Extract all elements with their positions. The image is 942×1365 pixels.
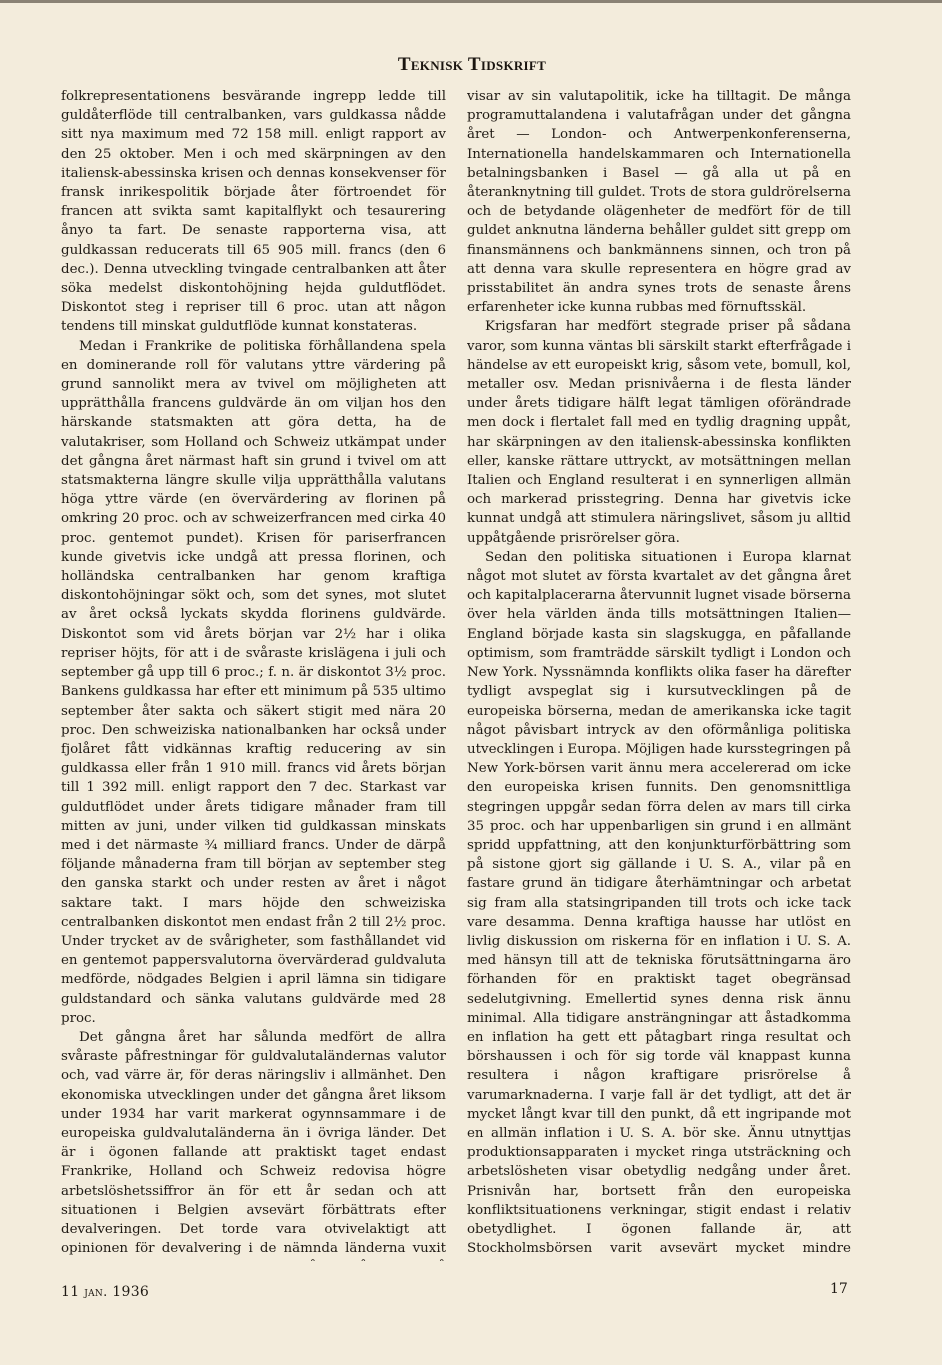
issue-month: jan. [84,1285,108,1300]
paragraph: Sedan den politiska situationen i Europa klarnat något mot slutet av första kvartalet av det gångna året och kapitalplacerarna återvunnit lugnet visade börserna över hela världen ända tills motsättningen Italien—England började kasta sin slagskugga, en påfallande optimism, som framträdde särskilt tydligt i London och New York. Nyssnämnda konflikts olika faser ha därefter tydligt avspeglat sig i kursutvecklingen på de europeiska börserna, medan de amerikanska icke tagit något påvisbart intryck av den oförmånliga politiska utvecklingen i Europa. Möjligen hade kursstegringen på New York-börsen varit ännu mera accelererad om icke den europeiska krisen funnits. Den genomsnittliga stegringen uppgår sedan förra delen av mars till cirka 35 proc. och har uppenbarligen sin grund i en allmänt spridd uppfattning, att den konjunkturförbättring som på sistone gjort sig gällande i U. S. A., vilar på en fastare grund än tidigare återhämtningar och arbetat sig fram alla statsingripanden till trots och icke tack vare desamma. Denna kraftiga hausse har utlöst en livlig diskussion om riskerna för en inflation i U. S. A. med hänsyn till att de tekniska förutsättningarna äro förhanden för en praktiskt taget obegränsad sedelutgivning. Emellertid synes denna risk ännu minimal. Alla tidigare ansträngningar att åstadkomma en inflation ha gett ett påtagbart ringa resultat och börshaussen i och för sig torde väl knappast kunna resultera i någon kraftigare prisrörelse å varumarknaderna. I varje fall är det tydligt, att det är mycket långt kvar till den punkt, då ett ingripande mot en allmän inflation i U. S. A. bör ske. Ännu utnyttjas produktionsapparaten i mycket ringa utsträckning och arbetslösheten visar obetydlig nedgång under året. Prisnivån har, bortsett från den europeiska konfliktsituationens verkningar, stigit endast i relativ obetydlighet. I ögonen fallande är, att Stockholmsbörsen varit avsevärt mycket mindre [467,549,851,1257]
paragraph: Det gångna året har sålunda medfört de allra svåraste påfrestningar för guldvalutaländernas valutor och, vad värre är, för deras näringsliv i allmänhet. Den ekonomiska utvecklingen under det gångna året liksom under 1934 har varit markerat ogynnsammare i de europeiska guldvalutaländerna än i övriga länder. Det är i ögonen fallande att praktiskt taget endast Frankrike, Holland och Schweiz redovisa högre arbetslöshetssiffror än för ett år sedan och att situationen i Belgien avsevärt förbättrats efter devalveringen. Det torde vara otvivelaktigt att opinionen för devalvering i de nämnda länderna vuxit [61,1029,446,1257]
top-rule [0,0,942,3]
journal-masthead: Teknisk Tidskrift [397,54,547,75]
issue-date [61,1284,149,1300]
right-column [467,87,851,1261]
paragraph: folkrepresentationens besvärande ingrepp ledde till guldåterflöde till centralbanken, vars guldkassa nådde sitt nya maximum med 72 158 mill. enligt rapport av den 25 oktober. Men i och med skärpningen av den italiensk-abessinska krisen och dennas konsekvenser för fransk inrikespolitik började åter förtroendet för francen att svikta samt kapitalflykt och tesaurering ånyo ta fart. De senaste rapporterna visa, att guldkassan reducerats till 65 905 mill. francs (den 6 dec.). Denna utveckling tvingade centralbanken att åter söka medelst diskontohöjning hejda guldutflödet. Diskontot steg i repriser till 6 proc. utan att någon tendens till minskat guldutflöde kunnat konstateras. [61,89,446,335]
issue-year: 1936 [112,1284,150,1300]
left-column [61,87,446,1261]
paragraph: visar av sin valutapolitik, icke ha tilltagit. De många programuttalandena i valutafrågan under det gångna året — London- och Antwerpenkonferenserna, Internationella handelskammaren och Internationella betalningsbanken i Basel — gå alla ut på en återanknytning till guldet. Trots de stora guldrörelserna och de betydande olägenheter de medfört för de till guldet anknutna länderna behåller guldet sitt grepp om finansmännens och bankmännens sinnen, och tron på att denna vara skulle representera en högre grad av prisstabilitet än andra synes trots de senaste årens erfarenheter icke kunna rubbas med förnuftsskäl. [467,89,851,316]
paragraph: Krigsfaran har medfört stegrade priser på sådana varor, som kunna väntas bli särskilt starkt efterfrågade i händelse av ett europeiskt krig, såsom vete, bomull, kol, metaller osv. Medan prisnivåerna i de flesta länder under årets tidigare hälft legat tämligen oförändrade men dock i flertalet fall med en tydlig dragning uppåt, har skärpningen av den italiensk-abessinska konflikten eller, kanske rättare uttryckt, av motsättningen mellan Italien och England resulterat i en synnerligen allmän och markerad prisstegring. Denna har givetvis icke kunnat undgå att stimulera näringslivet, såsom ju alltid uppåtgående prisrörelser göra. [467,319,851,546]
page-number: 17 [830,1281,848,1297]
issue-day: 11 [61,1284,80,1300]
paragraph: Medan i Frankrike de politiska förhållandena spela en dominerande roll för valutans yttre värdering på grund sannolikt mera av tvivel om möjligheten att upprätthålla francens guldvärde än om viljan hos den härskande statsmakten att göra detta, ha de valutakriser, som Holland och Schweiz utkämpat under det gångna året närmast haft sin grund i tvivel om att statsmakterna längre skulle vilja upprätthålla valutans höga yttre värde (en övervärdering av florinen på omkring 20 proc. och av schweizerfrancen med cirka 40 proc. gentemot pundet). Krisen för pariserfrancen kunde givetvis icke undgå att pressa florinen, och holländska centralbanken har genom kraftiga diskontohöjningar sökt och, som det synes, mot slutet av året också lyckats skydda florinens guldvärde. Diskontot som vid årets början var 2½ har i olika repriser höjts, för att i de svåraste krislägena i juli och september gå upp till 6 proc.; f. n. är diskontot 3½ proc. Bankens guldkassa har efter ett minimum på 535 ultimo september åter sakta och säkert stigit med nära 20 proc. Den schweiziska nationalbanken har också under fjolåret fått vidkännas kraftig reducering av sin guldkassa eller från 1 910 mill. francs vid årets början till 1 392 mill. enligt rapport den 7 dec. Starkast var guldutflödet under årets tidigare månader fram till mitten av juni, under vilken tid guldkassan minskats med i det närmaste ¾ milliard francs. Under de därpå följande månaderna fram till början av september steg den ganska starkt och under resten av året i något saktare takt. I mars höjde den schweiziska centralbanken diskontot men endast från 2 till 2½ proc. Under trycket av de svårigheter, som fasthållandet vid en gentemot pappersvalutorna övervärderad guldvaluta medförde, nödgades Belgien i april lämna sin tidigare guldstandard och sänka valutans guldvärde med 28 proc. [61,338,446,1026]
